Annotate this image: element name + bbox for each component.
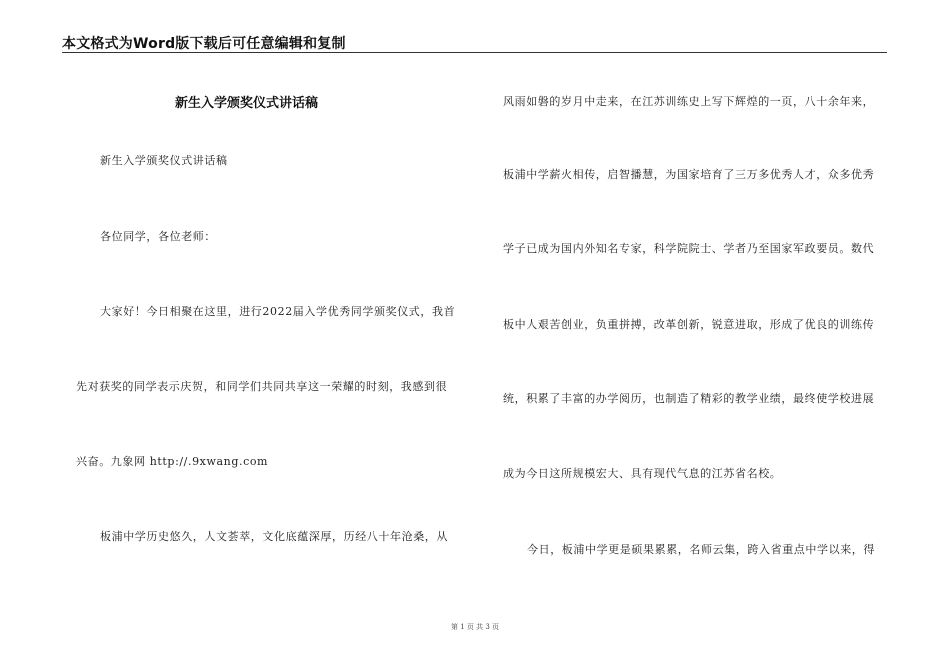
document-title: 新生入学颁奖仪式讲话稿 (175, 96, 319, 111)
left-line: 各位同学，各位老师： (100, 230, 216, 243)
right-line: 成为今日这所规模宏大、具有现代气息的江苏省名校。 (503, 467, 782, 480)
page-footer: 第 1 页 共 3 页 (450, 623, 500, 631)
left-line: 先对获奖的同学表示庆贺，和同学们共同共享这一荣耀的时刻，我感到很 (76, 380, 448, 393)
right-line: 风雨如磐的岁月中走来，在江苏训练史上写下辉煌的一页，八十余年来， (503, 95, 875, 108)
right-line: 今日，板浦中学更是硕果累累，名师云集，跨入省重点中学以来，得 (527, 543, 875, 556)
left-line: 大家好！今日相聚在这里，进行2022届入学优秀同学颁奖仪式，我首 (100, 305, 456, 318)
right-line: 学子已成为国内外知名专家，科学院院士、学者乃至国家军政要员。数代 (503, 242, 875, 255)
right-line: 板浦中学薪火相传，启智播慧，为国家培育了三万多优秀人才，众多优秀 (503, 168, 875, 181)
download-banner: 本文格式为Word版下载后可任意编辑和复制 (62, 36, 346, 52)
left-line: 板浦中学历史悠久，人文荟萃，文化底蕴深厚，历经八十年沧桑，从 (100, 530, 448, 543)
right-line: 统，积累了丰富的办学阅历，也制造了精彩的教学业绩，最终使学校进展 (503, 392, 875, 405)
left-line: 兴奋。九象网 http://.9xwang.com (76, 455, 269, 468)
right-line: 板中人艰苦创业，负重拼搏，改革创新，锐意进取，形成了优良的训练传 (503, 318, 875, 331)
banner-divider (62, 52, 887, 53)
left-line: 新生入学颁奖仪式讲话稿 (100, 154, 228, 167)
